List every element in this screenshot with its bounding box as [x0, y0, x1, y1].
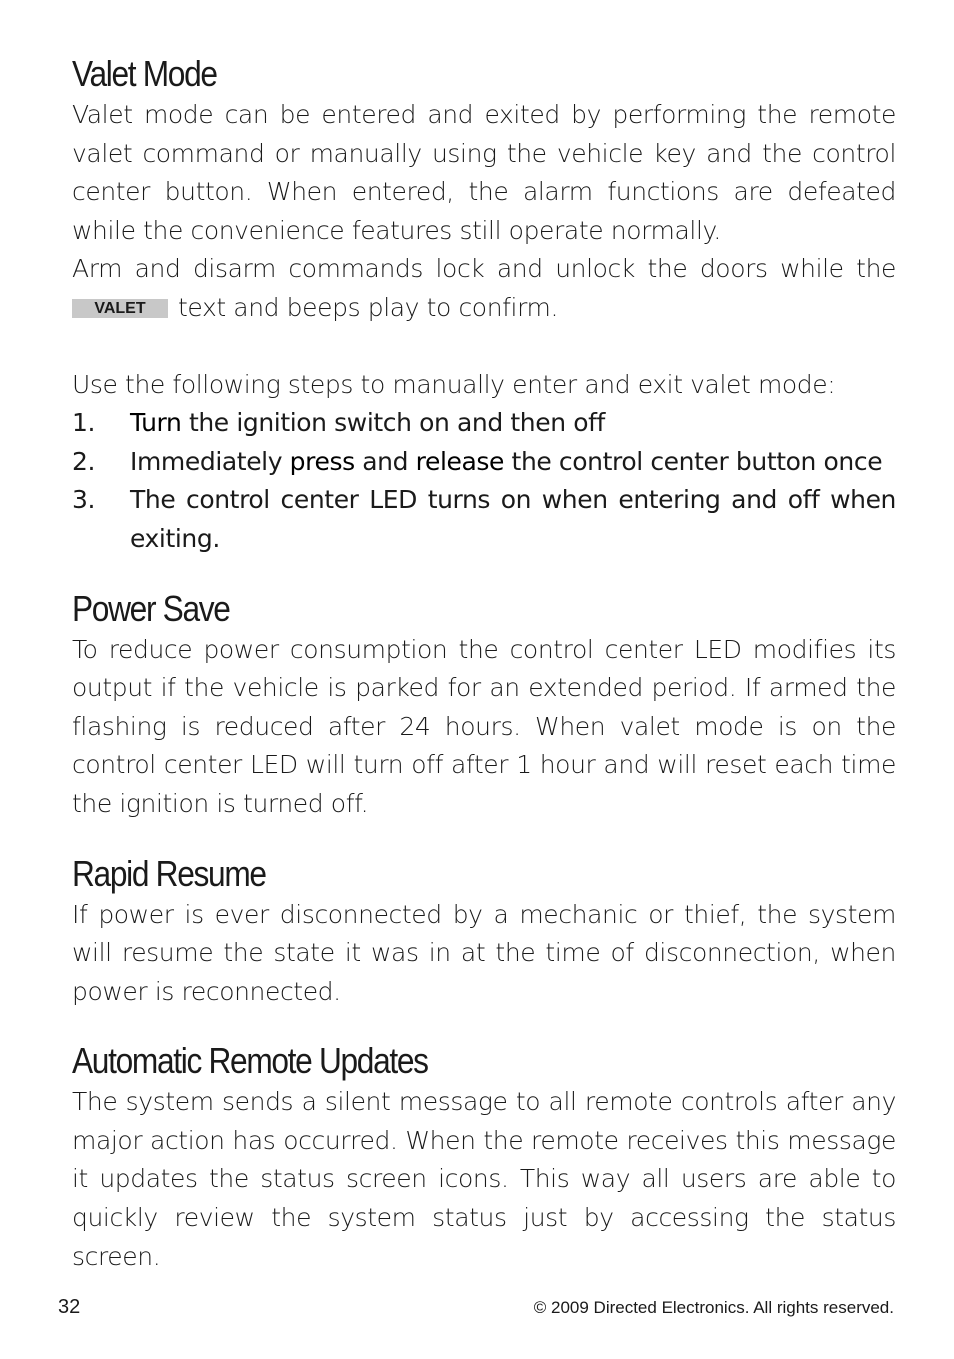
step-keyword-turn: Turn [130, 408, 182, 438]
step-text: the ignition switch on and then off [181, 408, 605, 438]
step-text: The control center LED turns on when entering and off when exiting. [130, 485, 896, 553]
step-keyword-release: release [415, 446, 505, 476]
step-text: the control center button once [504, 446, 883, 476]
list-item [72, 481, 896, 558]
step-number: 1. [72, 408, 96, 438]
list-item [72, 443, 896, 482]
valet-badge: VALET [72, 299, 168, 318]
step-text: Immediately [130, 446, 290, 476]
valet-p2-before: Arm and disarm commands lock and unlock the doors while the [72, 254, 896, 284]
power-save-paragraph: To reduce power consumption the control center LED modifies its output if the vehicle is parked for an extended period. If armed the flashing is reduced after 24 hours. When valet mode is on the control center LED will turn off after 1 hour and will reset each time the ignition is turned off. [72, 634, 896, 818]
valet-paragraph-1: Valet mode can be entered and exited by performing the remote valet command or manually using the vehicle key and the control center button. When entered, the alarm functions are defeated while the convenience features still operate normally. [72, 100, 896, 245]
step-text: and [354, 446, 416, 476]
valet-paragraph-2 [72, 250, 896, 327]
valet-steps-intro: Use the following steps to manually enter and exit valet mode: [72, 369, 836, 399]
valet-steps-list [72, 404, 896, 558]
automatic-remote-updates-paragraph: The system sends a silent message to all remote controls after any major action has occurred. When the remote receives this message it updates the status screen icons. This way all users are able to quickly review the system status just by accessing the status screen. [72, 1087, 896, 1271]
step-number: 2. [72, 446, 96, 476]
valet-p2-after: text and beeps play to confirm. [178, 292, 559, 322]
rapid-resume-paragraph: If power is ever disconnected by a mechanic or thief, the system will resume the state it was in at the time of disconnection, when power is reconnected. [72, 899, 896, 1006]
section-title-rapid-resume: Rapid Resume [72, 852, 266, 894]
copyright-notice: © 2009 Directed Electronics. All rights reserved. [533, 1298, 894, 1317]
section-title-automatic-remote-updates: Automatic Remote Updates [72, 1040, 428, 1082]
list-item [72, 404, 896, 443]
section-title-valet-mode: Valet Mode [72, 53, 217, 94]
step-keyword-press: press [289, 446, 355, 476]
page-number: 32 [58, 1296, 81, 1318]
step-number: 3. [72, 485, 96, 515]
section-title-power-save: Power Save [72, 587, 230, 629]
document-page [72, 52, 896, 1276]
